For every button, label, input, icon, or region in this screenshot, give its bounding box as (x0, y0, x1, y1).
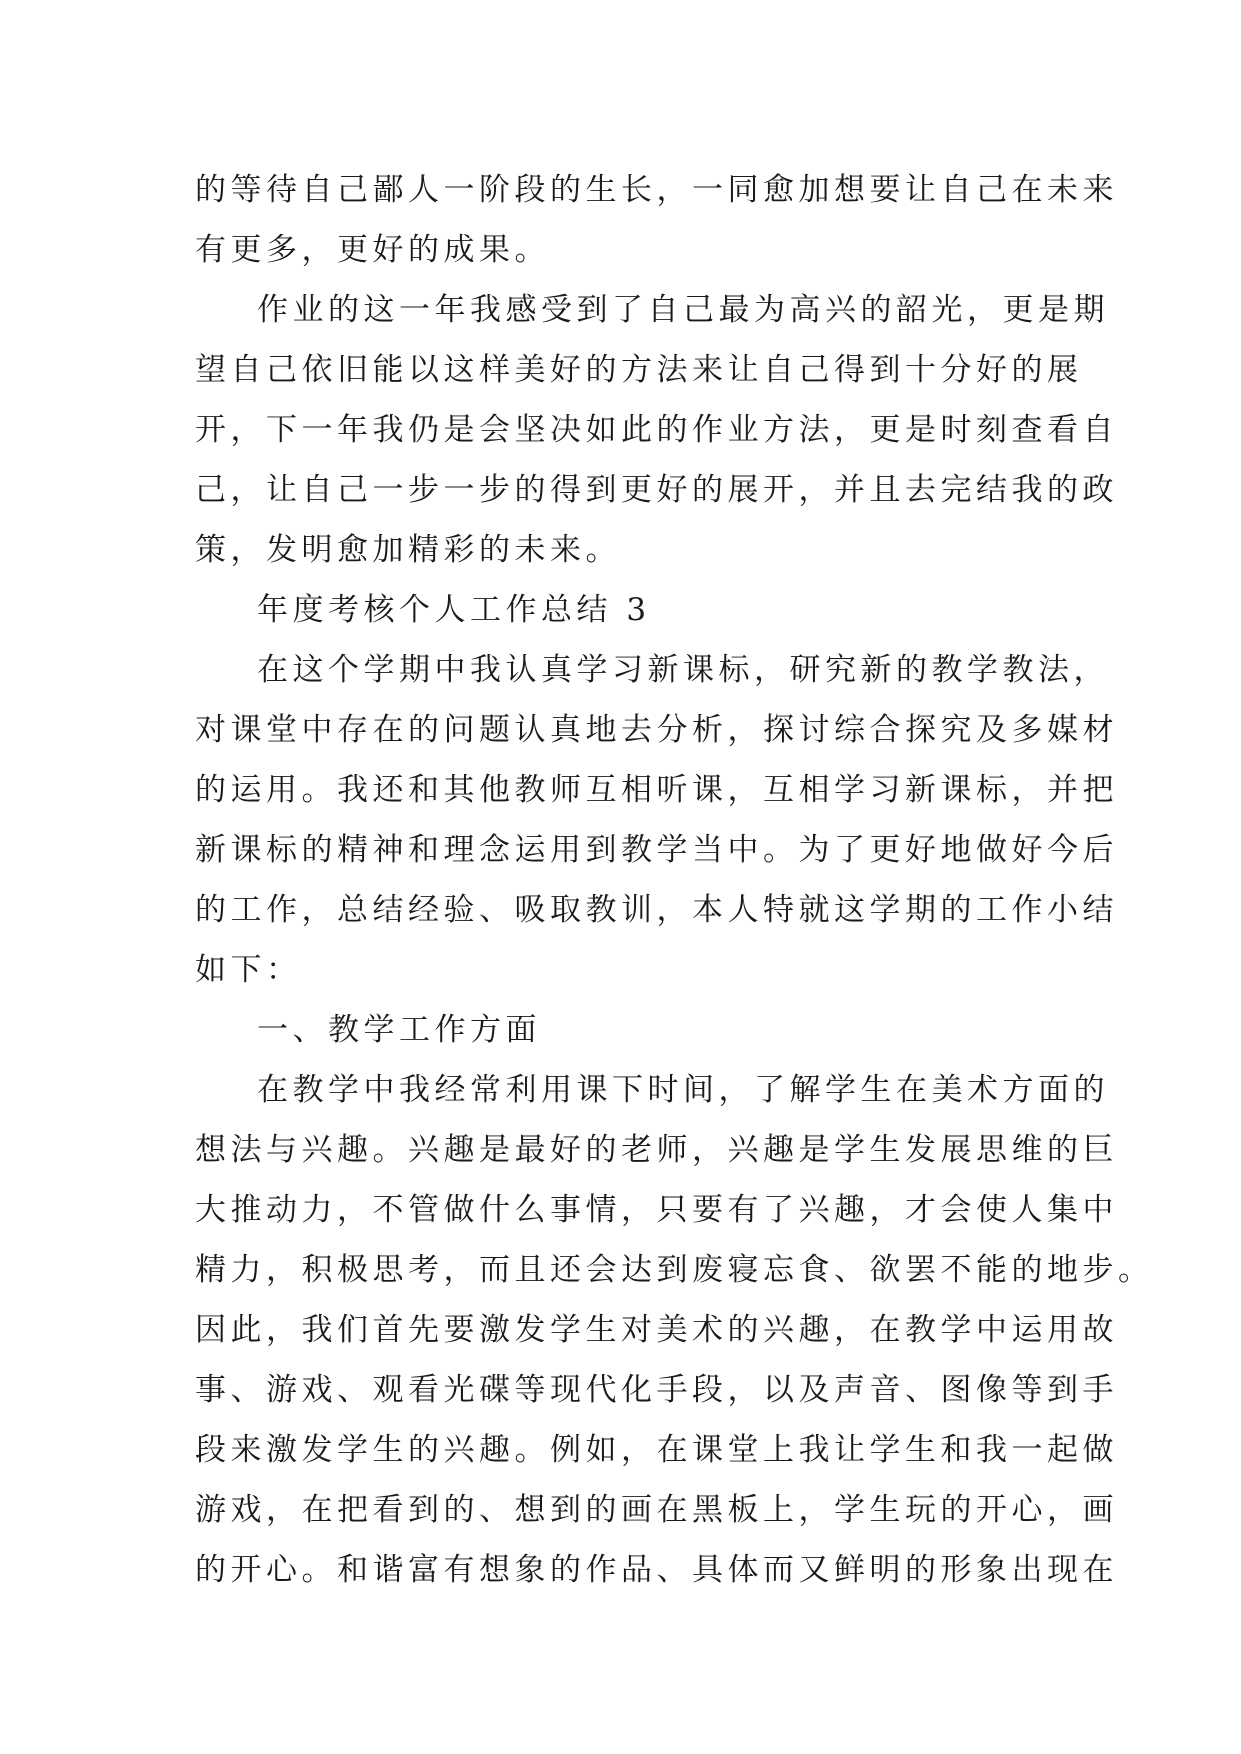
text-line: 新课标的精神和理念运用到教学当中。为了更好地做好今后 (195, 832, 1118, 868)
document-body (195, 160, 1154, 1600)
text-line: 的开心。和谐富有想象的作品、具体而又鲜明的形象出现在 (195, 1552, 1118, 1588)
text-line: 有更多，更好的成果。 (195, 232, 550, 268)
text-line: 想法与兴趣。兴趣是最好的老师，兴趣是学生发展思维的巨 (195, 1132, 1118, 1168)
text-line: 开，下一年我仍是会坚决如此的作业方法，更是时刻查看自 (195, 412, 1118, 448)
paragraph-start-line: 在这个学期中我认真学习新课标，研究新的教学教法， (257, 652, 1109, 688)
text-line: 精力，积极思考，而且还会达到废寝忘食、欲罢不能的地步。 (195, 1252, 1154, 1288)
text-line: 己，让自己一步一步的得到更好的展开，并且去完结我的政 (195, 472, 1118, 508)
text-line: 的工作，总结经验、吸取教训，本人特就这学期的工作小结 (195, 892, 1118, 928)
text-line: 因此，我们首先要激发学生对美术的兴趣，在教学中运用故 (195, 1312, 1118, 1348)
paragraph-start-line: 作业的这一年我感受到了自己最为高兴的韶光，更是期 (257, 292, 1109, 328)
text-line: 大推动力，不管做什么事情，只要有了兴趣，才会使人集中 (195, 1192, 1118, 1228)
subsection-heading: 一、教学工作方面 (257, 1012, 541, 1048)
text-line: 的等待自己鄙人一阶段的生长，一同愈加想要让自己在未来 (195, 172, 1118, 208)
text-line: 的运用。我还和其他教师互相听课，互相学习新课标，并把 (195, 772, 1118, 808)
text-line: 策，发明愈加精彩的未来。 (195, 532, 621, 568)
section-heading: 年度考核个人工作总结 3 (257, 592, 651, 628)
paragraph-start-line: 在教学中我经常利用课下时间，了解学生在美术方面的 (257, 1072, 1109, 1108)
text-line: 望自己依旧能以这样美好的方法来让自己得到十分好的展 (195, 352, 1083, 388)
text-line: 如下： (195, 952, 302, 988)
text-line: 段来激发学生的兴趣。例如，在课堂上我让学生和我一起做 (195, 1432, 1118, 1468)
text-line: 事、游戏、观看光碟等现代化手段，以及声音、图像等到手 (195, 1372, 1118, 1408)
text-line: 游戏，在把看到的、想到的画在黑板上，学生玩的开心，画 (195, 1492, 1118, 1528)
text-line: 对课堂中存在的问题认真地去分析，探讨综合探究及多媒材 (195, 712, 1118, 748)
